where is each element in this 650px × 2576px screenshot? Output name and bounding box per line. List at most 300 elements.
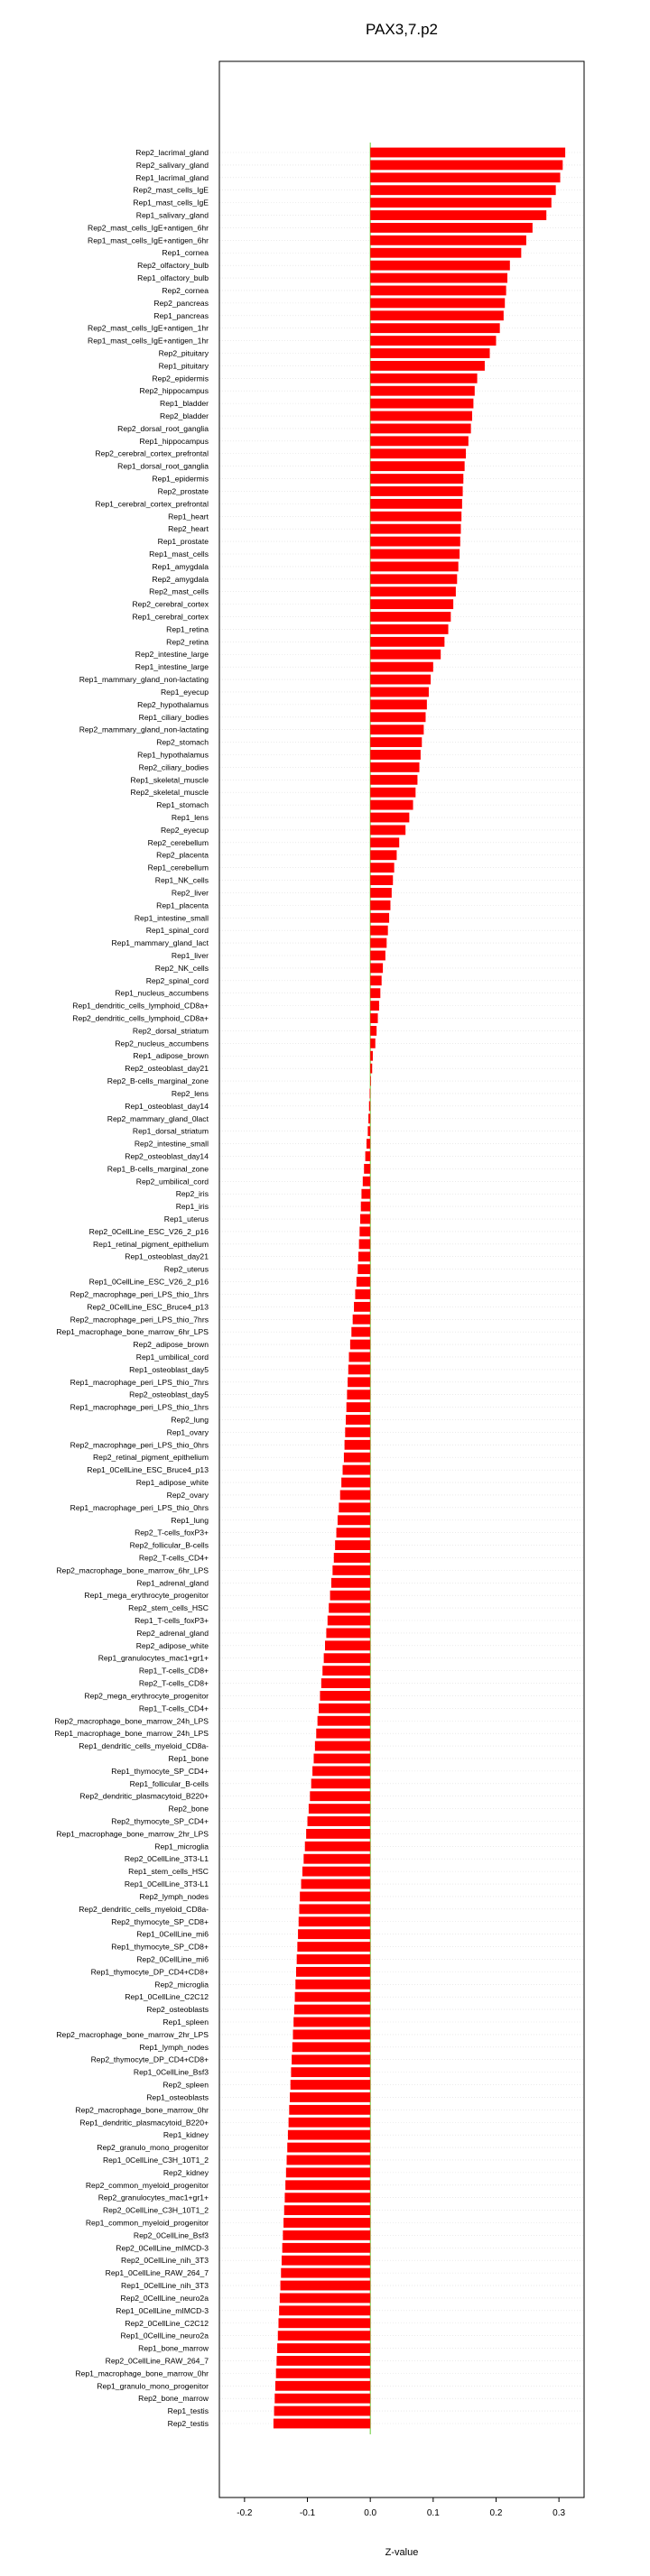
bar [370, 424, 470, 434]
bar [370, 310, 504, 320]
bar [354, 1302, 370, 1312]
bar [370, 286, 506, 296]
bar [292, 2042, 370, 2052]
category-label: Rep1_intestine_large [135, 662, 209, 672]
bar [370, 612, 450, 622]
category-label: Rep2_lens [171, 1088, 209, 1098]
category-label: Rep1_pancreas [153, 310, 209, 320]
category-label: Rep1_macrophage_peri_LPS_thio_0hrs [70, 1502, 209, 1512]
category-label: Rep2_0CellLine_Bsf3 [133, 2230, 209, 2240]
category-label: Rep2_granulo_mono_progenitor [97, 2143, 209, 2153]
bar [274, 2394, 370, 2404]
bar [370, 411, 472, 421]
bar [370, 248, 521, 258]
category-label: Rep1_iris [175, 1202, 209, 1212]
bar [297, 1954, 370, 1964]
bar [370, 336, 496, 346]
bar [283, 2218, 370, 2228]
bar [345, 1440, 371, 1450]
bar [345, 1427, 370, 1437]
category-label: Rep2_0CellLine_mi6 [136, 1954, 209, 1964]
bar [370, 850, 396, 860]
bar [337, 1528, 371, 1537]
bar [370, 436, 469, 446]
category-label: Rep2_testis [167, 2419, 209, 2428]
bar [370, 374, 477, 383]
bar [291, 2080, 370, 2090]
x-tick-label: 0.1 [426, 2508, 440, 2518]
bar [370, 762, 419, 772]
category-label: Rep1_dorsal_root_ganglia [117, 461, 209, 471]
bar [308, 1816, 371, 1826]
category-label: Rep2_macrophage_bone_marrow_6hr_LPS [56, 1565, 209, 1575]
category-label: Rep1_osteoblasts [146, 2092, 209, 2102]
category-label: Rep1_thymocyte_DP_CD4+CD8+ [90, 1967, 209, 1977]
category-label: Rep1_cerebral_cortex [132, 612, 209, 622]
bar [325, 1640, 370, 1650]
bar [284, 2205, 370, 2215]
bar [370, 712, 425, 722]
bar [287, 2156, 371, 2165]
category-label: Rep1_eyecup [160, 687, 209, 697]
category-label: Rep1_0CellLine_C2C12 [125, 1992, 209, 2002]
category-label: Rep1_B-cells_marginal_zone [107, 1164, 209, 1174]
category-label: Rep1_T-cells_CD4+ [138, 1703, 209, 1713]
category-label: Rep2_epidermis [152, 374, 209, 383]
category-label: Rep1_adrenal_gland [136, 1578, 209, 1588]
category-label: Rep2_retina [166, 637, 209, 647]
bar [370, 813, 409, 823]
category-label: Rep2_stomach [156, 737, 209, 747]
bar [292, 2029, 370, 2039]
category-label: Rep1_cerebellum [147, 863, 209, 873]
bar [289, 2105, 370, 2115]
category-label: Rep2_dendritic_plasmacytoid_B220+ [79, 1791, 209, 1801]
bar [328, 1616, 370, 1626]
category-label: Rep1_adipose_white [135, 1478, 209, 1488]
bar [370, 599, 453, 609]
bar [370, 448, 466, 458]
bar [355, 1289, 370, 1299]
bar [370, 699, 427, 709]
bar [293, 2017, 370, 2027]
bar [370, 863, 394, 873]
bar [287, 2143, 370, 2153]
category-label: Rep2_adipose_brown [133, 1340, 209, 1350]
category-label: Rep2_intestine_small [134, 1139, 209, 1149]
category-label: Rep2_adipose_white [135, 1640, 209, 1650]
category-label: Rep1_testis [167, 2406, 209, 2416]
category-label: Rep2_dorsal_root_ganglia [117, 423, 209, 433]
bar [338, 1515, 370, 1525]
bar [370, 1001, 379, 1011]
category-label: Rep2_adrenal_gland [136, 1628, 209, 1638]
bar [279, 2305, 370, 2315]
category-label: Rep2_osteoblast_day14 [125, 1151, 209, 1161]
category-label: Rep2_osteoblasts [146, 2005, 209, 2015]
bar [288, 2130, 370, 2140]
bar [329, 1603, 370, 1613]
category-label: Rep2_cerebellum [147, 837, 209, 847]
category-label: Rep2_osteoblast_day5 [129, 1390, 209, 1399]
bar [370, 688, 429, 697]
category-label: Rep1_stem_cells_HSC [128, 1867, 209, 1877]
chart-title: PAX3,7.p2 [365, 21, 439, 38]
category-label: Rep1_bladder [160, 399, 209, 409]
bar [295, 1992, 371, 2002]
category-label: Rep1_thymocyte_SP_CD8+ [111, 1942, 209, 1952]
category-label: Rep1_kidney [162, 2130, 209, 2140]
category-label: Rep1_osteoblast_day5 [129, 1364, 209, 1374]
category-label: Rep1_mammary_gland_non-lactating [79, 675, 209, 685]
category-label: Rep1_0CellLine_3T3-L1 [124, 1879, 209, 1889]
category-label: Rep2_NK_cells [154, 963, 209, 973]
bar [276, 2356, 370, 2366]
category-label: Rep1_0CellLine_neuro2a [120, 2331, 209, 2341]
bar [370, 900, 390, 910]
category-label: Rep1_lung [171, 1515, 209, 1525]
category-label: Rep1_umbilical_cord [135, 1352, 209, 1362]
bar [280, 2294, 370, 2304]
category-label: Rep1_epidermis [152, 474, 209, 484]
category-label: Rep2_bone [168, 1804, 209, 1814]
category-label: Rep2_dendritic_cells_lymphoid_CD8a+ [72, 1013, 209, 1023]
bar [298, 1929, 370, 1939]
bar [370, 386, 475, 396]
category-label: Rep1_adipose_brown [133, 1051, 209, 1061]
bar [369, 1101, 370, 1111]
category-label: Rep1_salivary_gland [135, 210, 209, 220]
category-label: Rep1_osteoblast_day21 [125, 1251, 209, 1261]
category-label: Rep1_olfactory_bulb [137, 273, 209, 283]
category-label: Rep1_macrophage_bone_marrow_0hr [75, 2368, 209, 2378]
bar [312, 1766, 370, 1776]
bar [320, 1691, 370, 1701]
category-label: Rep1_retinal_pigment_epithelium [92, 1239, 209, 1249]
category-label: Rep2_uterus [163, 1264, 209, 1274]
bar [366, 1151, 371, 1161]
category-label: Rep2_common_myeloid_progenitor [85, 2180, 209, 2190]
bar [364, 1164, 370, 1174]
bar [370, 951, 385, 961]
bar [306, 1829, 370, 1839]
category-label: Rep2_thymocyte_DP_CD4+CD8+ [90, 2054, 209, 2064]
category-label: Rep2_0CellLine_C2C12 [125, 2318, 209, 2328]
category-label: Rep2_B-cells_marginal_zone [107, 1076, 209, 1086]
bar [370, 148, 565, 158]
bar [340, 1491, 370, 1500]
category-label: Rep2_hypothalamus [137, 699, 209, 709]
category-label: Rep2_pituitary [158, 348, 209, 358]
category-label: Rep2_retinal_pigment_epithelium [92, 1453, 209, 1463]
category-label: Rep2_mammary_gland_non-lactating [79, 725, 209, 734]
bar [370, 185, 555, 195]
bar [303, 1854, 370, 1864]
bar [326, 1628, 370, 1638]
bar [370, 223, 533, 233]
category-label: Rep1_pituitary [158, 361, 209, 371]
category-label: Rep2_dendritic_cells_myeloid_CD8a- [79, 1904, 209, 1914]
bar [370, 788, 415, 798]
bar [292, 2054, 370, 2064]
category-label: Rep1_mammary_gland_lact [111, 938, 209, 948]
category-label: Rep2_T-cells_CD4+ [138, 1553, 209, 1563]
category-label: Rep2_spleen [162, 2080, 209, 2090]
bar [370, 235, 526, 245]
category-label: Rep2_liver [171, 888, 209, 898]
category-label: Rep1_mast_cells [149, 549, 209, 559]
bar [370, 750, 421, 760]
bar [367, 1126, 370, 1136]
category-label: Rep1_ciliary_bodies [138, 712, 209, 722]
bar [370, 586, 456, 596]
bar [276, 2368, 370, 2378]
bar [289, 2118, 371, 2128]
bar [370, 938, 386, 948]
category-label: Rep1_0CellLine_Bsf3 [133, 2067, 209, 2077]
bar [302, 1867, 370, 1877]
category-label: Rep1_hippocampus [139, 436, 209, 446]
category-label: Rep2_lung [171, 1415, 209, 1425]
category-label: Rep1_mast_cells_IgE+antigen_6hr [87, 235, 209, 245]
bar [341, 1478, 370, 1488]
bar [370, 1039, 376, 1048]
category-label: Rep1_mast_cells_IgE+antigen_1hr [87, 336, 209, 346]
bar [370, 826, 405, 836]
bar [322, 1666, 370, 1676]
bar [339, 1502, 370, 1512]
category-label: Rep1_nucleus_accumbens [115, 988, 209, 998]
category-label: Rep1_dorsal_striatum [132, 1126, 209, 1136]
category-label: Rep2_cerebral_cortex [132, 599, 209, 609]
category-label: Rep1_mega_erythrocyte_progenitor [84, 1591, 209, 1601]
category-label: Rep2_pancreas [153, 298, 209, 308]
bar [361, 1189, 370, 1199]
category-label: Rep1_retina [166, 624, 209, 634]
bar [370, 624, 448, 634]
bar [275, 2381, 370, 2391]
x-tick-label: 0.3 [552, 2508, 566, 2518]
category-label: Rep2_macrophage_peri_LPS_thio_0hrs [70, 1440, 209, 1450]
category-label: Rep2_mast_cells_IgE [133, 185, 209, 195]
bar [370, 875, 393, 885]
category-label: Rep2_0CellLine_neuro2a [120, 2293, 209, 2303]
bar [370, 160, 562, 170]
category-label: Rep2_0CellLine_ESC_Bruce4_p13 [87, 1302, 209, 1312]
x-tick-label: -0.1 [299, 2508, 316, 2518]
bar [274, 2406, 371, 2416]
bar [358, 1251, 370, 1261]
bar [370, 172, 560, 182]
x-tick-label: 0.0 [364, 2508, 377, 2518]
category-label: Rep2_hippocampus [139, 386, 209, 396]
bar [370, 574, 457, 584]
category-label: Rep2_macrophage_bone_marrow_0hr [75, 2105, 209, 2115]
bar [348, 1377, 370, 1387]
category-label: Rep1_granulocytes_mac1+gr1+ [98, 1653, 209, 1663]
bar [297, 1942, 370, 1952]
category-label: Rep1_uterus [163, 1214, 209, 1224]
category-label: Rep1_osteoblast_day14 [125, 1101, 209, 1111]
category-label: Rep2_salivary_gland [135, 160, 209, 170]
bar [370, 650, 441, 660]
category-label: Rep2_umbilical_cord [135, 1177, 209, 1186]
bar [370, 561, 459, 571]
category-label: Rep2_0CellLine_3T3-L1 [124, 1854, 209, 1864]
bar [283, 2243, 371, 2253]
bar [300, 1892, 370, 1902]
category-label: Rep2_ovary [166, 1490, 209, 1500]
category-label: Rep2_granulocytes_mac1+gr1+ [98, 2193, 209, 2202]
bar [370, 1013, 377, 1023]
category-label: Rep2_lymph_nodes [139, 1891, 209, 1901]
category-label: Rep2_macrophage_peri_LPS_thio_7hrs [70, 1315, 209, 1325]
category-label: Rep2_nucleus_accumbens [115, 1039, 209, 1048]
category-label: Rep1_skeletal_muscle [130, 775, 209, 785]
bar [299, 1904, 370, 1914]
bar [363, 1177, 370, 1186]
category-label: Rep2_macrophage_bone_marrow_24h_LPS [54, 1716, 209, 1726]
category-label: Rep1_T-cells_foxP3+ [135, 1616, 209, 1626]
category-label: Rep1_heart [168, 512, 209, 522]
bar [274, 2419, 370, 2429]
category-label: Rep1_spinal_cord [145, 926, 209, 936]
category-label: Rep1_follicular_B-cells [129, 1778, 209, 1788]
bar [330, 1591, 371, 1601]
category-label: Rep1_spleen [162, 2017, 209, 2027]
category-label: Rep2_spinal_cord [145, 975, 209, 985]
bar [370, 737, 422, 747]
bar [281, 2268, 370, 2278]
x-tick-label: 0.2 [489, 2508, 503, 2518]
bar [358, 1264, 370, 1274]
category-label: Rep2_intestine_large [135, 650, 209, 660]
category-label: Rep2_0CellLine_nih_3T3 [121, 2256, 209, 2266]
x-tick-label: -0.2 [237, 2508, 253, 2518]
category-label: Rep2_follicular_B-cells [129, 1540, 209, 1550]
bar [291, 2067, 370, 2077]
bar [369, 1089, 370, 1099]
category-label: Rep1_mast_cells_IgE [133, 198, 209, 208]
bar [343, 1465, 371, 1475]
category-label: Rep2_heart [168, 524, 209, 534]
bar [283, 2230, 370, 2240]
category-label: Rep1_dendritic_cells_myeloid_CD8a- [79, 1741, 209, 1751]
bar [370, 298, 505, 308]
bar [313, 1754, 370, 1764]
bar [370, 323, 499, 333]
bar [359, 1239, 371, 1249]
bar [370, 361, 485, 371]
category-label: Rep2_0CellLine_mIMCD-3 [116, 2243, 209, 2253]
bar [281, 2281, 371, 2291]
category-label: Rep1_0CellLine_ESC_Bruce4_p13 [87, 1465, 209, 1475]
bar [370, 963, 383, 973]
category-label: Rep1_lacrimal_gland [135, 172, 209, 182]
bar [334, 1553, 370, 1563]
bar [370, 926, 388, 936]
category-label: Rep1_thymocyte_SP_CD4+ [111, 1766, 209, 1776]
bar [324, 1653, 371, 1663]
category-label: Rep1_lens [171, 813, 209, 823]
category-label: Rep1_T-cells_CD8+ [138, 1666, 209, 1676]
category-label: Rep2_T-cells_CD8+ [138, 1678, 209, 1688]
bar [353, 1315, 371, 1325]
bar [302, 1879, 371, 1889]
bar [370, 800, 413, 810]
category-label: Rep2_skeletal_muscle [130, 788, 209, 798]
category-label: Rep2_mega_erythrocyte_progenitor [84, 1691, 209, 1701]
bar [310, 1791, 370, 1801]
bar [309, 1804, 370, 1814]
bar [370, 499, 462, 509]
bar [357, 1277, 370, 1287]
category-label: Rep2_bladder [160, 411, 209, 421]
category-label: Rep1_intestine_small [134, 913, 209, 923]
bar [315, 1741, 370, 1751]
category-label: Rep2_iris [175, 1189, 209, 1199]
bar [370, 486, 462, 496]
category-label: Rep2_lacrimal_gland [135, 148, 209, 157]
bar [316, 1729, 370, 1739]
bar [360, 1214, 370, 1224]
category-label: Rep1_NK_cells [154, 875, 209, 885]
category-label: Rep2_placenta [156, 850, 209, 860]
category-label: Rep2_microglia [154, 1980, 209, 1990]
bar [370, 662, 433, 672]
bar [347, 1390, 370, 1399]
bar [286, 2167, 370, 2177]
bar [370, 837, 399, 847]
bar [370, 512, 461, 522]
bar [370, 399, 473, 409]
category-label: Rep1_macrophage_peri_LPS_thio_7hrs [70, 1377, 209, 1387]
category-label: Rep1_ovary [166, 1427, 209, 1437]
bar [346, 1415, 370, 1425]
bar [370, 474, 463, 484]
bar [370, 888, 392, 898]
category-label: Rep1_0CellLine_C3H_10T1_2 [102, 2155, 209, 2165]
bar [282, 2256, 370, 2266]
category-label: Rep2_0CellLine_RAW_264_7 [105, 2356, 209, 2366]
bar [368, 1113, 370, 1123]
bar [370, 725, 423, 734]
category-label: Rep2_mast_cells [149, 586, 209, 596]
bar [277, 2343, 370, 2353]
bar [370, 537, 460, 547]
category-label: Rep1_common_myeloid_progenitor [85, 2218, 209, 2228]
category-label: Rep1_cornea [162, 248, 209, 258]
category-label: Rep2_osteoblast_day21 [125, 1064, 209, 1074]
bar [370, 461, 464, 471]
category-label: Rep2_eyecup [160, 825, 209, 835]
bar [335, 1540, 370, 1550]
bar [318, 1716, 371, 1726]
category-label: Rep2_bone_marrow [138, 2394, 209, 2404]
category-label: Rep2_macrophage_peri_LPS_thio_1hrs [70, 1289, 209, 1299]
bar [299, 1916, 370, 1926]
category-label: Rep1_bone_marrow [138, 2343, 209, 2353]
category-label: Rep1_macrophage_peri_LPS_thio_1hrs [70, 1402, 209, 1412]
bar [370, 210, 546, 220]
category-label: Rep2_cerebral_cortex_prefrontal [95, 448, 209, 458]
bar [348, 1364, 370, 1374]
category-label: Rep1_macrophage_bone_marrow_6hr_LPS [56, 1327, 209, 1337]
category-label: Rep1_prostate [157, 537, 209, 547]
bar [319, 1703, 370, 1713]
bar [370, 261, 510, 271]
bar [370, 273, 507, 283]
